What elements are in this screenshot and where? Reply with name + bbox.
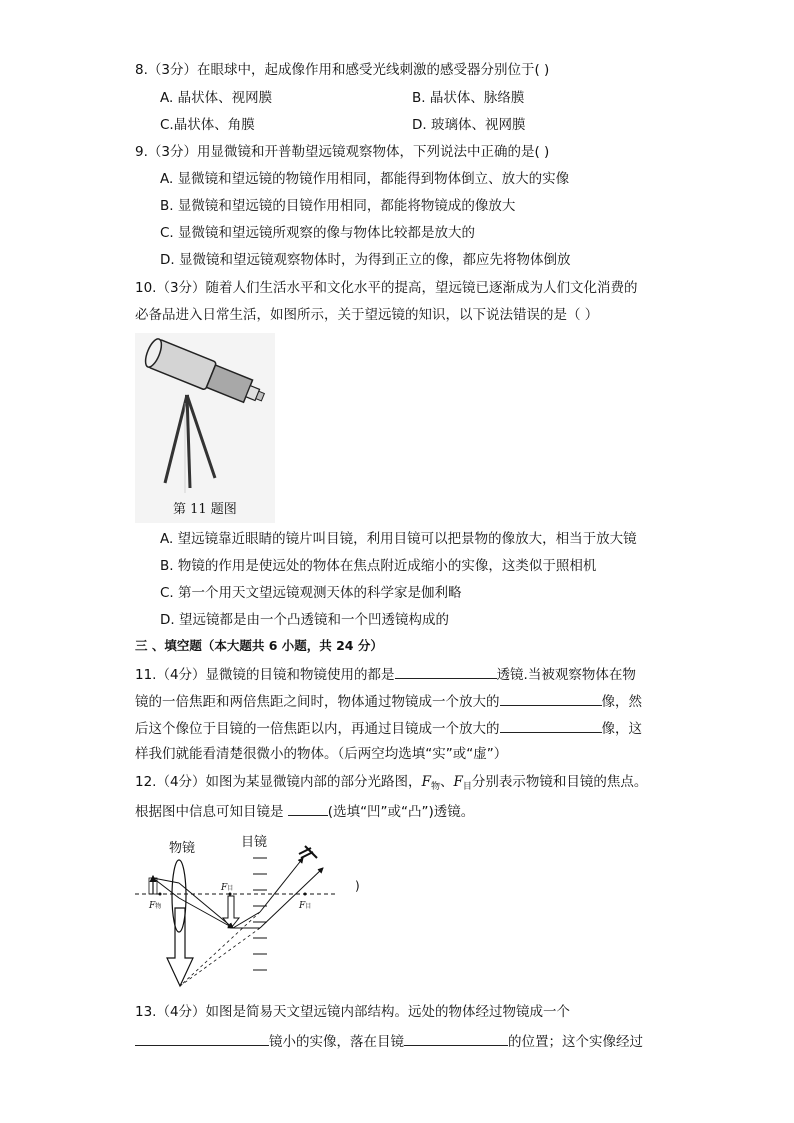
telescope-figure	[135, 333, 275, 523]
diagram-stray-paren: )	[355, 879, 360, 893]
focal-eyepiece-symbol: F	[453, 774, 463, 790]
q12-text-1b: 分别表示物镜和目镜的焦点。	[471, 774, 648, 790]
q13-text-2a: 镜小的实像，落在目镜	[269, 1034, 404, 1050]
q9-stem: 9.（3分）用显微镜和开普勒望远镜观察物体，下列说法中正确的是( )	[135, 144, 550, 160]
q11-blank-1[interactable]	[395, 664, 497, 679]
q13-line2	[135, 1031, 643, 1051]
q11-line2	[135, 691, 642, 711]
q12-line2	[135, 801, 474, 821]
q12-text-2a: 根据图中信息可知目镜是	[135, 804, 288, 820]
section-heading: 三 、填空题（本大题共 6 小题，共 24 分）	[135, 638, 383, 653]
q11-text-2b: 像，然	[601, 694, 642, 710]
q9-option-c: C. 显微镜和望远镜所观察的像与物体比较都是放大的	[160, 225, 476, 241]
q12-text-2b: (选填“凹”或“凸”)透镜。	[327, 804, 475, 820]
q9-option-d: D. 显微镜和望远镜观察物体时，为得到正立的像，都应先将物体倒放	[160, 252, 571, 268]
q11-text-3b: 像，这	[601, 721, 642, 737]
q8-option-d: D. 玻璃体、视网膜	[412, 117, 526, 133]
q9-option-a: A. 显微镜和望远镜的物镜作用相同，都能得到物体倒立、放大的实像	[160, 171, 570, 187]
q11-blank-2[interactable]	[500, 691, 602, 706]
q11-text-2a: 镜的一倍焦距和两倍焦距之间时，物体通过物镜成一个放大的	[135, 694, 500, 710]
q13-text-2b: 的位置；这个实像经过	[508, 1034, 643, 1050]
q11-text-1a: 11.（4分）显微镜的目镜和物镜使用的都是	[135, 667, 395, 683]
q11-line1	[135, 664, 636, 684]
q10-option-b: B. 物镜的作用是使远处的物体在焦点附近成缩小的实像，这类似于照相机	[160, 558, 597, 574]
focal-objective-sub: 物	[430, 782, 440, 792]
q10-option-d: D. 望远镜都是由一个凸透镜和一个凹透镜构成的	[160, 612, 449, 628]
f-eyepiece-left-label: F目	[221, 883, 234, 893]
q12-line1	[135, 773, 647, 796]
q10-stem-line2: 必备品进入日常生活，如图所示，关于望远镜的知识，以下说法错误的是（ ）	[135, 307, 599, 323]
objective-lens-icon	[172, 860, 186, 932]
q11-text-1b: 透镜.当被观察物体在物	[496, 667, 636, 683]
q11-line4: 样我们就能看清楚很微小的物体。（后两空均选填“实”或“虚”）	[135, 746, 508, 762]
q10-option-c: C. 第一个用天文望远镜观测天体的科学家是伽利略	[160, 585, 462, 601]
q8-option-a: A. 晶状体、视网膜	[160, 90, 273, 106]
q11-line3	[135, 718, 642, 738]
focal-eyepiece-sub: 目	[462, 782, 472, 792]
q8-option-b: B. 晶状体、脉络膜	[412, 90, 525, 106]
q8-stem: 8.（3分）在眼球中，起成像作用和感受光线刺激的感受器分别位于( )	[135, 62, 550, 78]
focal-objective-symbol: F	[421, 774, 431, 790]
q12-blank[interactable]	[288, 801, 328, 816]
q13-blank-1[interactable]	[135, 1031, 269, 1046]
q12-text-1a: 12.（4分）如图为某显微镜内部的部分光路图，	[135, 774, 422, 790]
q10-option-a: A. 望远镜靠近眼睛的镜片叫目镜，利用目镜可以把景物的像放大，相当于放大镜	[160, 531, 637, 547]
eyepiece-label: 目镜	[241, 835, 268, 850]
f-eyepiece-right-label: F目	[299, 901, 312, 911]
telescope-illustration	[135, 333, 275, 523]
objective-label: 物镜	[169, 841, 196, 856]
q11-text-3a: 后这个像位于目镜的一倍焦距以内，再通过目镜成一个放大的	[135, 721, 500, 737]
eye-icon	[299, 846, 317, 858]
q11-blank-3[interactable]	[500, 718, 602, 733]
q9-option-b: B. 显微镜和望远镜的目镜作用相同，都能将物镜成的像放大	[160, 198, 516, 214]
q10-stem-line1: 10.（3分）随着人们生活水平和文化水平的提高，望远镜已逐渐成为人们文化消费的	[135, 280, 638, 296]
q8-option-c: C.晶状体、角膜	[160, 117, 255, 133]
q13-blank-2[interactable]	[404, 1031, 508, 1046]
q12-sep: 、	[439, 774, 454, 790]
f-objective-left-label: F物	[149, 901, 162, 911]
microscope-light-path-diagram	[135, 828, 375, 993]
q13-line1: 13.（4分）如图是简易天文望远镜内部结构。远处的物体经过物镜成一个	[135, 1004, 571, 1020]
telescope-caption: 第 11 题图	[173, 502, 237, 517]
